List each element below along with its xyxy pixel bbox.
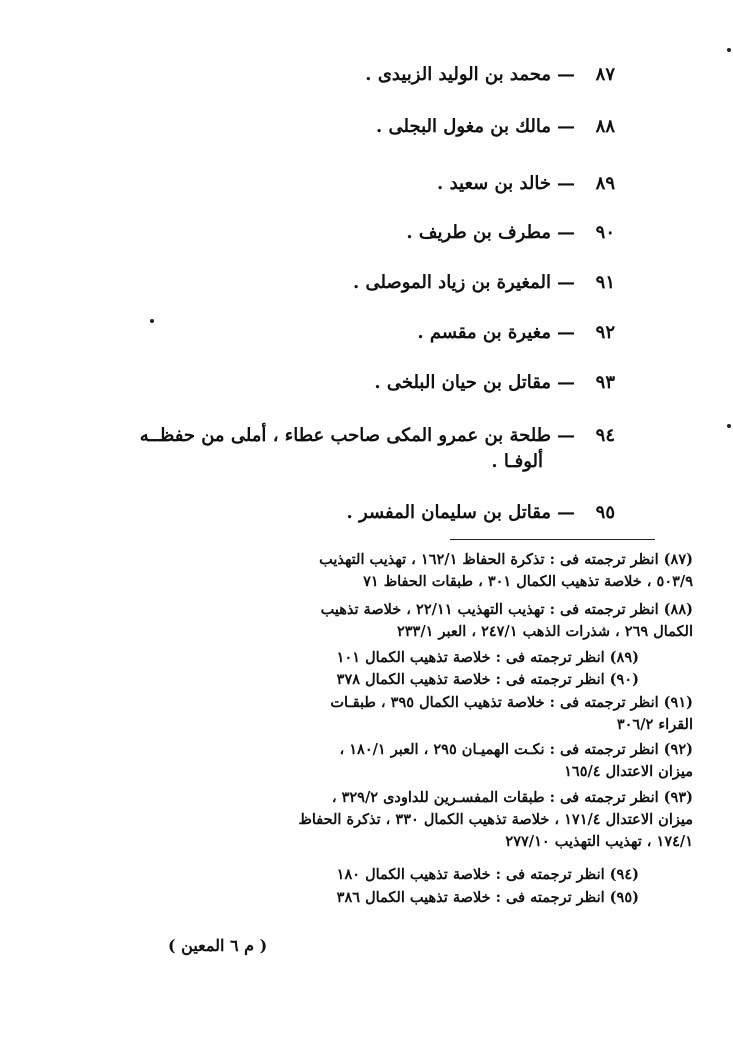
entry-text-continuation: ألوفـا . (491, 451, 543, 472)
footnote-line: (٩٥) انظر ترجمته فى : خلاصة تذهيب الكمال ٣٨٦ (336, 889, 639, 906)
footnote-line: ميزان الاعتدال ١٧١/٤ ، خلاصة تذهيب الكمال ٣٣٠ ، تذكرة الحفاظ (298, 811, 693, 828)
entry-94: ٩٤—طلحة بن عمرو المكى صاحب عطاء ، أملى من حفظــه ألوفـا . (75, 423, 615, 475)
footnote-line: ١٧٤/١ ، تهذيب التهذيب ٢٧٧/١٠ (505, 833, 693, 850)
entry-89: ٨٩—خالد بن سعيد . (437, 171, 615, 197)
footnote-line: (٨٩) انظر ترجمته فى : خلاصة تذهيب الكمال ١٠١ (336, 649, 639, 666)
entry-number: ٨٩ (595, 173, 615, 194)
footnote-line: (٨٨) انظر ترجمته فى : تهذيب التهذيب ٢٢/١١ ، خلاصة تذهيب (320, 601, 693, 618)
footnote-line: (٩٣) انظر ترجمته فى : طبقات المفسـرين للداودى ٣٢٩/٢ ، (331, 789, 693, 806)
entry-text: مالك بن مغول البجلى . (375, 116, 551, 137)
footnote-89 (337, 647, 639, 669)
entry-number: ٩٠ (595, 222, 615, 243)
entry-number: ٩٤ (595, 425, 615, 446)
entry-text: خالد بن سعيد . (437, 173, 551, 194)
entry-95: ٩٥—مقاتل بن سليمان المفسر . (347, 500, 616, 526)
entry-92: ٩٢—مغيرة بن مقسم . (417, 320, 615, 346)
entry-text: مطرف بن طريف . (406, 222, 551, 243)
entry-text: مغيرة بن مقسم . (417, 322, 551, 343)
entry-91: ٩١—المغيرة بن زياد الموصلى . (353, 270, 615, 296)
footnote-separator (450, 539, 655, 540)
footnote-line: ميزان الاعتدال ١٦٥/٤ (564, 763, 693, 780)
footnote-line: (٨٧) انظر ترجمته فى : تذكرة الحفاظ ١٦٢/١ ، تهذيب التهذيب (319, 551, 693, 568)
entry-text: محمد بن الوليد الزبيدى . (365, 64, 551, 85)
footnote-line: الكمال ٢٦٩ ، شذرات الذهب ٢٤٧/١ ، العبر ٢٣٣/١ (396, 623, 693, 640)
entry-text: مقاتل بن سليمان المفسر . (346, 502, 551, 523)
entry-text: المغيرة بن زياد الموصلى . (352, 272, 551, 293)
footnote-line: ٥٠٣/٩ ، خلاصة تذهيب الكمال ٣٠١ ، طبقات الحفاظ ٧١ (363, 573, 693, 590)
footnote-91 (330, 692, 693, 736)
footnote-line: (٩٠) انظر ترجمته فى : خلاصة تذهيب الكمال ٣٧٨ (336, 671, 639, 688)
entry-text: مقاتل بن حيان البلخى . (374, 372, 551, 393)
entry-88: ٨٨—مالك بن مغول البجلى . (376, 114, 615, 140)
footnote-93 (298, 787, 693, 853)
entry-number: ٩٢ (595, 322, 615, 343)
entry-text: طلحة بن عمرو المكى صاحب عطاء ، أملى من حفظــه (139, 425, 551, 446)
footnote-87 (319, 549, 693, 593)
entry-number: ٨٨ (595, 116, 615, 137)
footnote-line: القراء ٣٠٦/٢ (616, 716, 693, 733)
entry-90: ٩٠—مطرف بن طريف . (406, 220, 615, 246)
footnote-90 (337, 669, 639, 691)
entry-93: ٩٣—مقاتل بن حيان البلخى . (374, 370, 615, 396)
entry-number: ٩٥ (595, 502, 615, 523)
print-speck (727, 48, 731, 52)
footnote-line: (٩١) انظر ترجمته فى : خلاصة تذهيب الكمال ٣٩٥ ، طبقـات (330, 694, 693, 711)
print-speck (150, 319, 154, 323)
footnote-88 (321, 599, 693, 643)
entry-number: ٩١ (595, 272, 615, 293)
footnote-95 (337, 887, 639, 909)
footnote-94 (337, 864, 639, 886)
entry-number: ٩٣ (595, 372, 615, 393)
footnote-line: (٩٤) انظر ترجمته فى : خلاصة تذهيب الكمال ١٨٠ (336, 866, 639, 883)
entry-number: ٨٧ (595, 64, 615, 85)
entry-87: ٨٧—محمد بن الوليد الزبيدى . (365, 62, 615, 88)
signature-mark: ( م ٦ المعين ) (168, 936, 268, 955)
print-speck (727, 424, 731, 428)
footnote-line: (٩٢) انظر ترجمته فى : نكـت الهميـان ٢٩٥ ، العبر ١٨٠/١ ، (339, 741, 693, 758)
footnote-92 (340, 739, 693, 783)
